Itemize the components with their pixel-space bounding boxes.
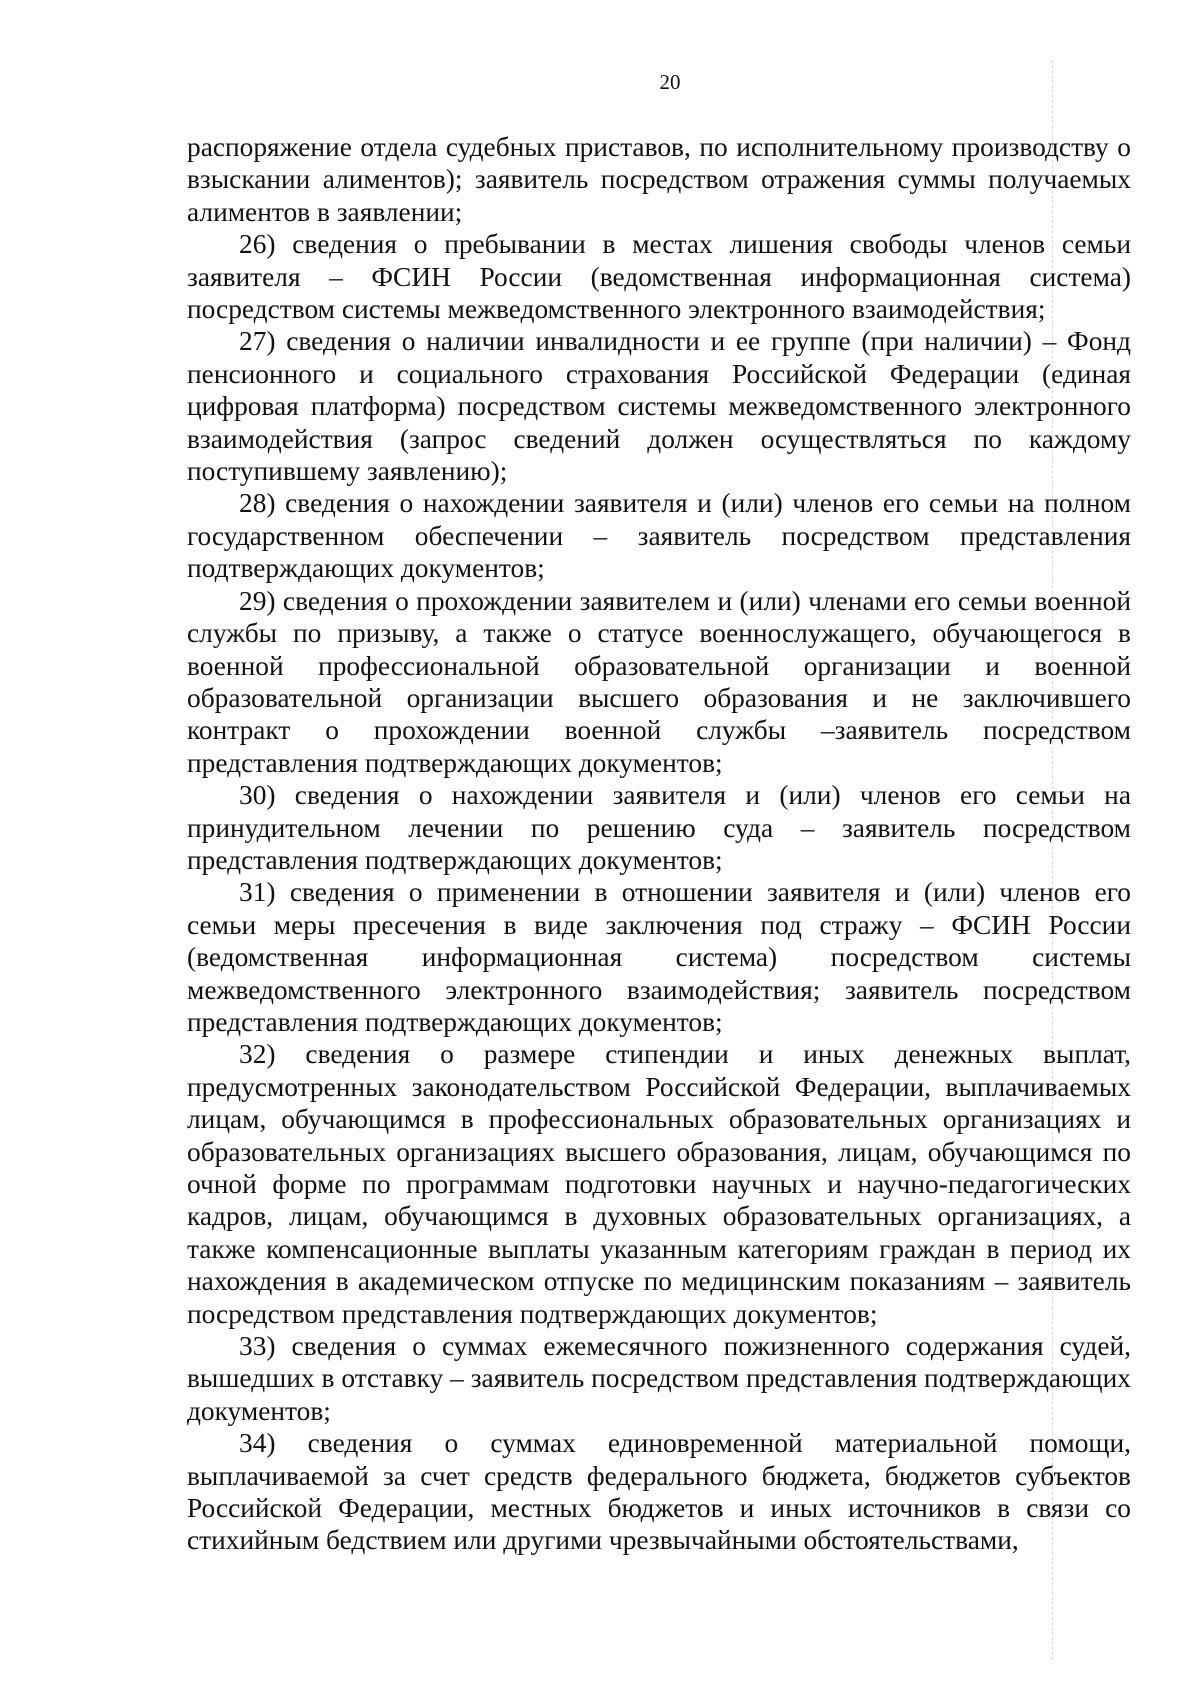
paragraph-item-31: 31) сведения о применении в отношении заявителя и (или) членов его семьи меры пресечения в виде заключения под стражу – ФСИН России (ведомственная информационная система) посредством системы межведомственного электронного взаимодействия; заявитель посредством представления подтверждающих документов; [187, 877, 1131, 1037]
paragraph-item-28: 28) сведения о нахождении заявителя и (или) членов его семьи на полном государственном обеспечении – заявитель посредством представления подтверждающих документов; [187, 488, 1131, 584]
paragraph-item-30: 30) сведения о нахождении заявителя и (или) членов его семьи на принудительном лечении по решению суда – заявитель посредством представления подтверждающих документов; [187, 780, 1131, 875]
paragraph-item-29: 29) сведения о прохождении заявителем и (или) членами его семьи военной службы по призыву, а также о статусе военнослужащего, обучающегося в военной профессиональной образовательной организации и военной образовательной организации высшего образования и не заключившего контракт о прохождении военной службы –заявитель посредством представления подтверждающих документов; [187, 585, 1131, 778]
paragraph-item-33: 33) сведения о суммах ежемесячного пожизненного содержания судей, вышедших в отставку – заявитель посредством представления подтверждающих документов; [187, 1331, 1131, 1426]
paragraph-item-26: 26) сведения о пребывании в местах лишения свободы членов семьи заявителя – ФСИН России (ведомственная информационная система) посредством системы межведомственного электронного взаимодействия; [187, 229, 1131, 325]
page-number: 20 [659, 70, 681, 94]
paragraph-item-32: 32) сведения о размере стипендии и иных денежных выплат, предусмотренных законодательством Российской Федерации, выплачиваемых лицам, обучающимся в профессиональных образовательных организациях и образовательных организациях высшего образования, лицам, обучающимся по очной форме по программам подготовки научных и научно-педагогических кадров, лицам, обучающимся в духовных образовательных организациях, а также компенсационные выплаты указанным категориям граждан в период их нахождения в академическом отпуске по медицинским показаниям – заявитель посредством представления подтверждающих документов; [187, 1039, 1131, 1329]
paragraph-item-27: 27) сведения о наличии инвалидности и ее группе (при наличии) – Фонд пенсионного и социального страхования Российской Федерации (единая цифровая платформа) посредством системы межведомственного электронного взаимодействия (запрос сведений должен осуществляться по каждому поступившему заявлению); [187, 326, 1131, 487]
paragraph-item-34: 34) сведения о суммах единовременной материальной помощи, выплачиваемой за счет средств федерального бюджета, бюджетов субъектов Российской Федерации, местных бюджетов и иных источников в связи со стихийным бедствием или другими чрезвычайными обстоятельствами, [187, 1428, 1131, 1556]
document-body [187, 131, 1131, 1557]
paragraph-continuation: распоряжение отдела судебных приставов, по исполнительному производству о взыскании алиментов); заявитель посредством отражения суммы получаемых алиментов в заявлении; [187, 132, 1131, 227]
